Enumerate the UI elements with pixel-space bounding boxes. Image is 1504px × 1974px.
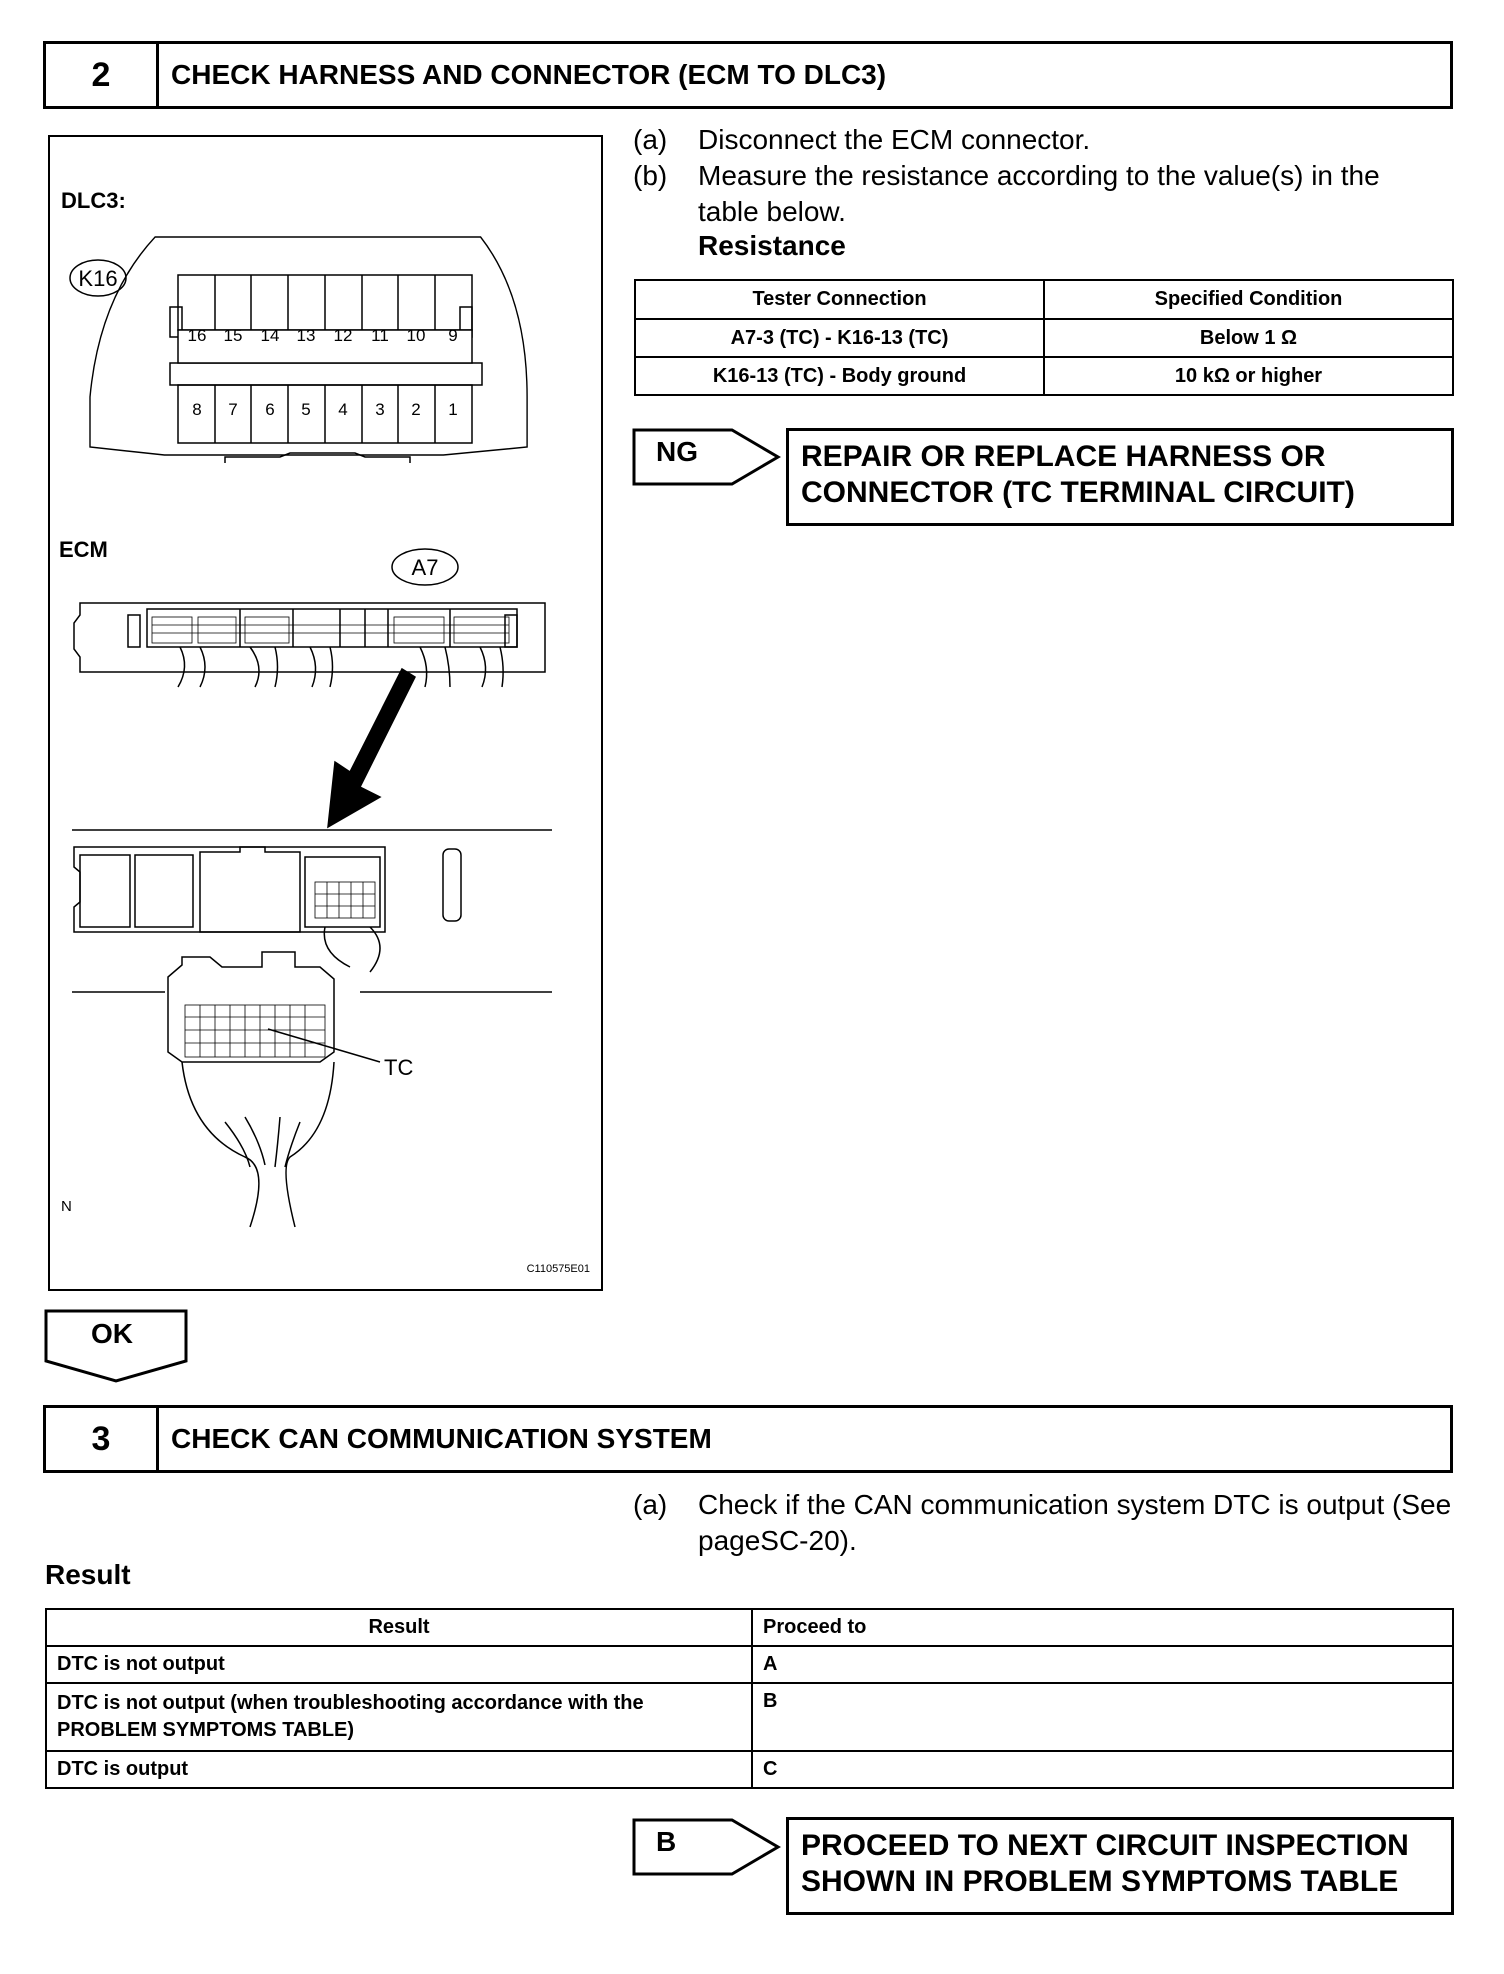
ok-label: OK: [91, 1318, 133, 1349]
step-2-instructions: [633, 122, 1453, 232]
table-header: Tester Connection: [635, 280, 1044, 319]
step-label: (a): [633, 1489, 668, 1520]
dlc3-pin: 2: [411, 400, 421, 419]
table-header-row: [635, 280, 1453, 319]
table-cell: DTC is not output (when troubleshooting accordance with the PROBLEM SYMPTOMS TABLE): [46, 1683, 752, 1751]
step-3-instructions: [633, 1487, 1453, 1561]
table-row: [46, 1646, 1453, 1683]
dlc3-pin: 6: [265, 400, 275, 419]
step-text: Check if the CAN communication system DTC is output (See pageSC-20).: [698, 1489, 1452, 1556]
table-cell: 10 kΩ or higher: [1044, 357, 1453, 395]
dlc3-pin: 13: [296, 326, 316, 345]
table-cell: K16-13 (TC) - Body ground: [635, 357, 1044, 395]
dlc3-pin: 7: [228, 400, 238, 419]
table-row: [635, 357, 1453, 395]
resistance-heading: Resistance: [698, 230, 846, 261]
figure-code: C110575E01: [526, 1263, 590, 1275]
table-cell: C: [752, 1751, 1453, 1788]
table-cell: A: [752, 1646, 1453, 1683]
step-number: 3: [46, 1408, 159, 1470]
connector-diagram: [48, 135, 603, 1291]
dlc3-pin: 10: [406, 326, 426, 345]
dlc3-pin: 3: [375, 400, 385, 419]
ng-action-box: REPAIR OR REPLACE HARNESS OR CONNECTOR (TC TERMINAL CIRCUIT): [786, 428, 1454, 526]
dlc3-pin: 1: [448, 400, 458, 419]
tc-label: TC: [384, 1055, 414, 1080]
step-2-header: [43, 41, 1453, 109]
table-header: Proceed to: [752, 1609, 1453, 1646]
step-title: CHECK CAN COMMUNICATION SYSTEM: [171, 1423, 712, 1454]
table-cell: B: [752, 1683, 1453, 1751]
b-action-box: PROCEED TO NEXT CIRCUIT INSPECTION SHOWN IN PROBLEM SYMPTOMS TABLE: [786, 1817, 1454, 1915]
step-label: (b): [633, 160, 668, 191]
table-cell: A7-3 (TC) - K16-13 (TC): [635, 319, 1044, 357]
result-table: [45, 1608, 1454, 1789]
table-cell: DTC is output: [46, 1751, 752, 1788]
ng-label: NG: [656, 436, 698, 467]
table-row: [635, 319, 1453, 357]
step-3-header: [43, 1405, 1453, 1473]
ng-arrow-tag: [632, 428, 782, 486]
resistance-table: [634, 279, 1454, 396]
a7-label: A7: [411, 555, 439, 580]
step-text: Disconnect the ECM connector.: [698, 124, 1091, 155]
step-title: CHECK HARNESS AND CONNECTOR (ECM TO DLC3): [171, 59, 887, 90]
connector-drawing: [50, 137, 601, 1289]
b-arrow-tag: [632, 1818, 782, 1876]
dlc3-pin: 12: [333, 326, 353, 345]
table-row: [46, 1751, 1453, 1788]
dlc3-pin: 8: [192, 400, 202, 419]
k16-label: K16: [78, 266, 118, 291]
dlc3-pin: 4: [338, 400, 348, 419]
dlc3-pin: 9: [448, 326, 458, 345]
step-label: (a): [633, 124, 668, 155]
b-label: B: [656, 1826, 677, 1857]
dlc3-pin: 15: [223, 326, 243, 345]
dlc3-pin: 5: [301, 400, 311, 419]
dlc3-pin: 14: [260, 326, 280, 345]
step-number: 2: [46, 44, 159, 106]
table-header: Result: [46, 1609, 752, 1646]
table-cell: Below 1 Ω: [1044, 319, 1453, 357]
table-row: [46, 1683, 1453, 1751]
table-header-row: [46, 1609, 1453, 1646]
step-text: Measure the resistance according to the value(s) in the table below.: [698, 160, 1380, 227]
result-heading: Result: [45, 1559, 131, 1590]
table-header: Specified Condition: [1044, 280, 1453, 319]
n-label: N: [61, 1198, 72, 1215]
dlc3-pin: 11: [371, 326, 389, 345]
dlc3-label: DLC3:: [61, 188, 126, 213]
ecm-label: ECM: [59, 537, 108, 562]
table-cell: DTC is not output: [46, 1646, 752, 1683]
dlc3-pin: 16: [187, 326, 207, 345]
